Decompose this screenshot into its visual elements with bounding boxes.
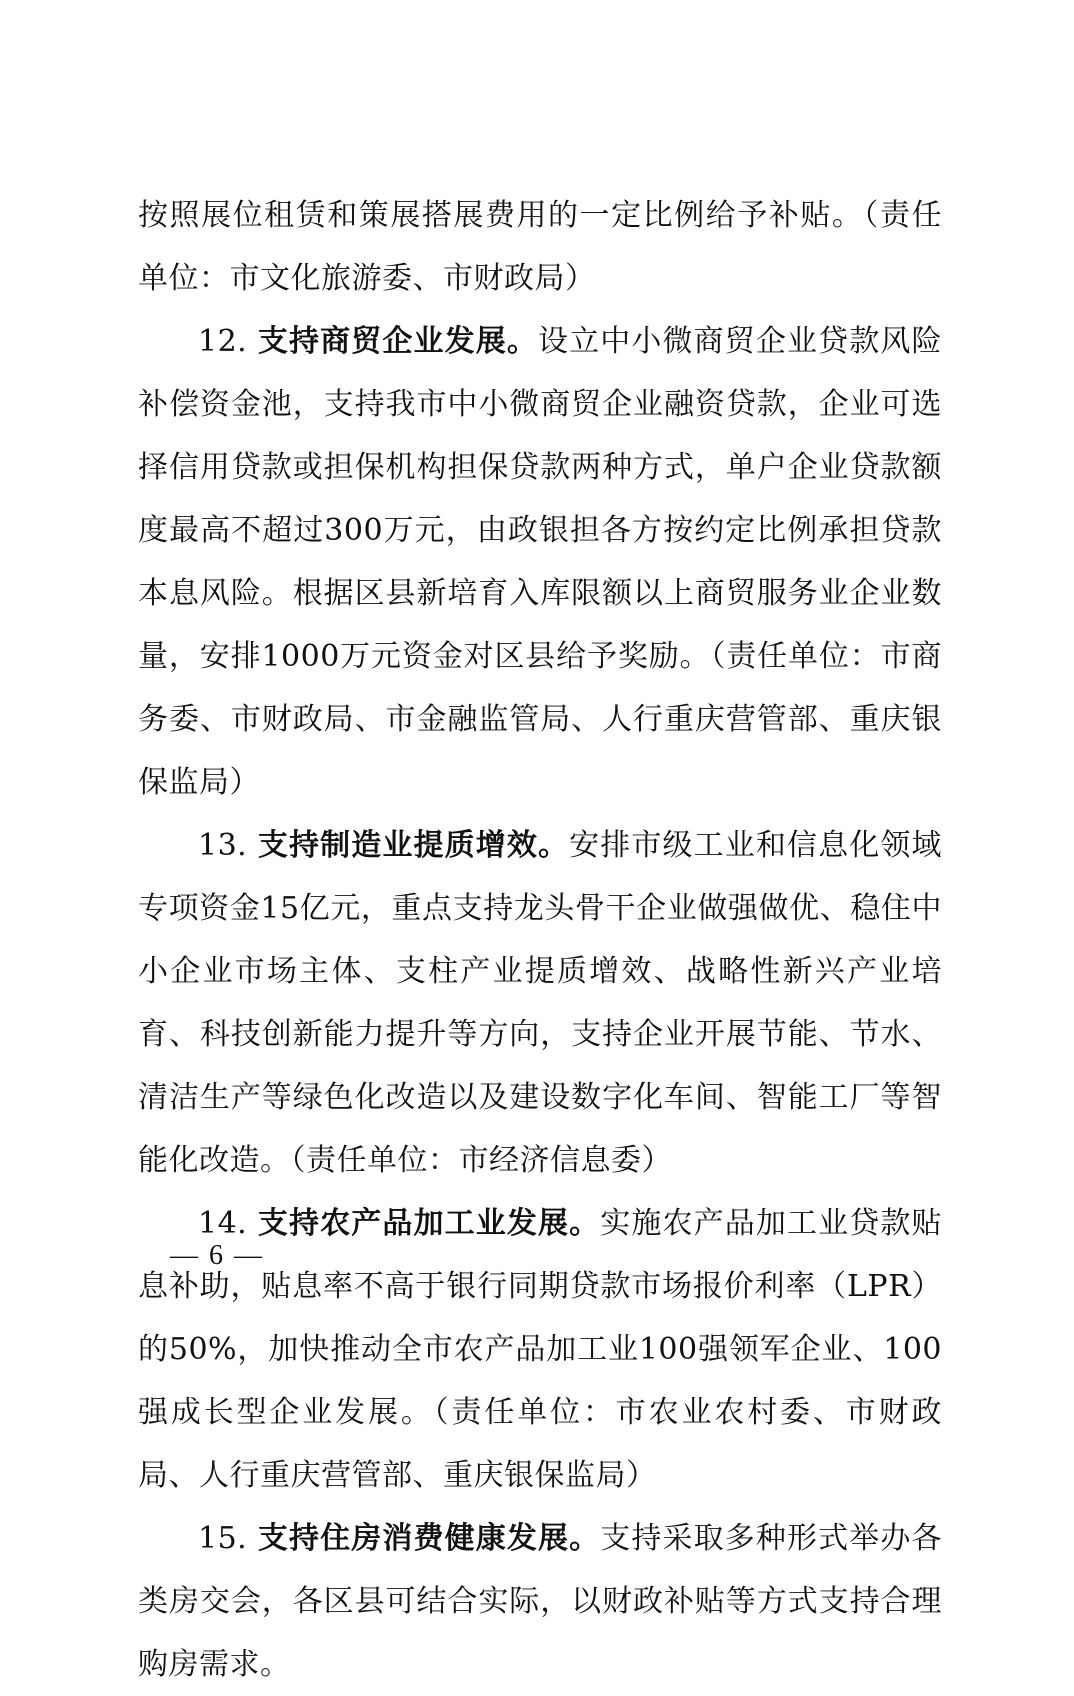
item-number: 14. — [198, 1206, 248, 1241]
item-body: 实施农产品加工业贷款贴息补助，贴息率不高于银行同期贷款市场报价利率（LPR）的50%，加快推动全市农产品加工业100强领军企业、100强成长型企业发展。（责任单位：市农业农村委、市财政局、人行重庆营管部、重庆银保监局） — [138, 1206, 943, 1493]
item-paragraph-15 — [138, 1507, 942, 1696]
item-number: 12. — [198, 324, 248, 359]
item-heading: 支持制造业提质增效。 — [257, 828, 570, 863]
continuation-text: 按照展位租赁和策展搭展费用的一定比例给予补贴。（责任单位：市文化旅游委、市财政局） — [138, 198, 942, 296]
item-heading: 支持住房消费健康发展。 — [257, 1521, 601, 1556]
item-paragraph-13 — [138, 814, 942, 1192]
item-paragraph-12 — [138, 310, 942, 814]
item-body: 支持采取多种形式举办各类房交会，各区县可结合实际，以财政补贴等方式支持合理购房需求。 — [138, 1521, 943, 1682]
item-heading: 支持农产品加工业发展。 — [257, 1206, 601, 1241]
item-heading: 支持商贸企业发展。 — [257, 324, 539, 359]
item-body: 设立中小微商贸企业贷款风险补偿资金池，支持我市中小微商贸企业融资贷款，企业可选择信用贷款或担保机构担保贷款两种方式，单户企业贷款额度最高不超过300万元，由政银担各方按约定比例承担贷款本息风险。根据区县新培育入库限额以上商贸服务业企业数量，安排1000万元资金对区县给予奖励。（责任单位：市商务委、市财政局、市金融监管局、人行重庆营管部、重庆银保监局） — [138, 324, 943, 800]
item-number: 15. — [198, 1521, 248, 1556]
document-body — [138, 184, 942, 1696]
continuation-paragraph — [138, 184, 942, 310]
item-number: 13. — [198, 828, 248, 863]
item-body: 安排市级工业和信息化领域专项资金15亿元，重点支持龙头骨干企业做强做优、稳住中小企业市场主体、支柱产业提质增效、战略性新兴产业培育、科技创新能力提升等方向，支持企业开展节能、节水、清洁生产等绿色化改造以及建设数字化车间、智能工厂等智能化改造。（责任单位：市经济信息委） — [138, 828, 943, 1178]
page-number: — 6 — — [170, 1240, 264, 1271]
